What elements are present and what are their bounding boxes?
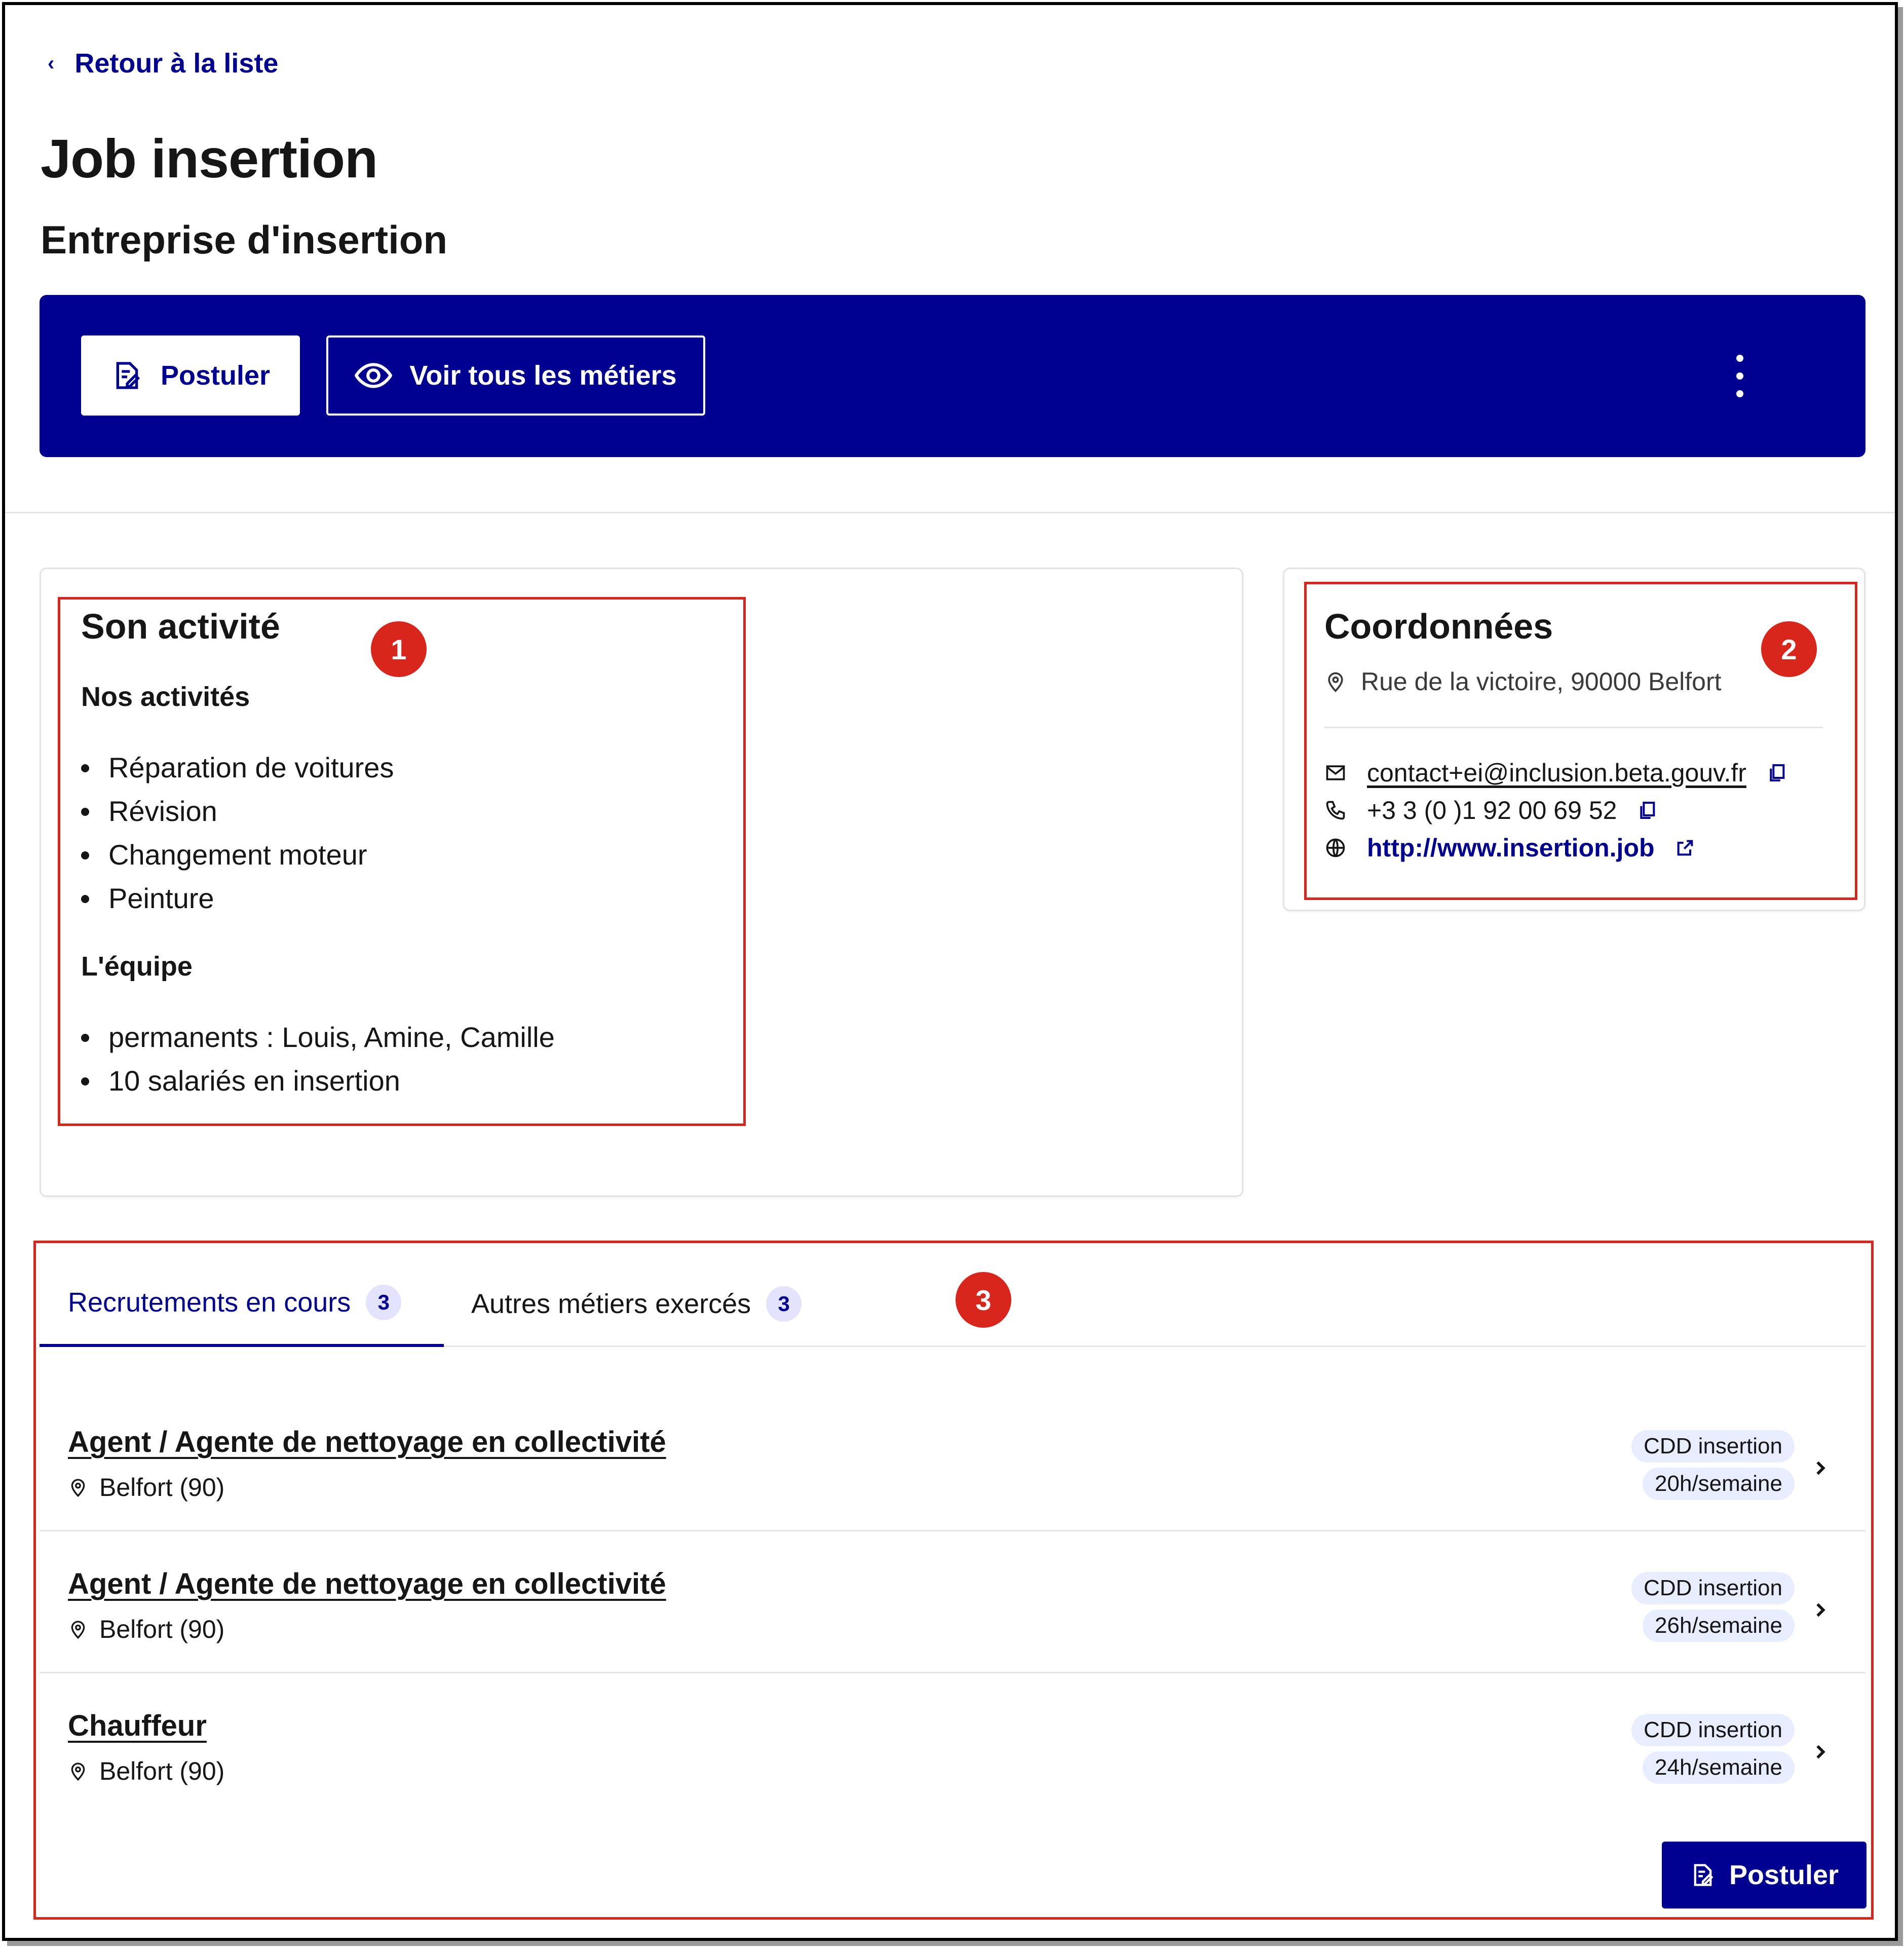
job-title-link[interactable]: Chauffeur — [68, 1709, 207, 1742]
phone-text: +3 3 (0 )1 92 00 69 52 — [1367, 796, 1617, 825]
team-list — [81, 1016, 555, 1103]
email-link[interactable]: contact+ei@inclusion.beta.gouv.fr — [1367, 759, 1746, 787]
list-item: permanents : Louis, Amine, Camille — [81, 1016, 555, 1059]
copy-icon[interactable] — [1637, 800, 1657, 820]
mail-icon — [1324, 762, 1347, 784]
external-link-icon — [1675, 838, 1695, 858]
list-item: Peinture — [81, 877, 394, 920]
tab-label: Recrutements en cours — [68, 1287, 351, 1318]
job-title-link[interactable]: Agent / Agente de nettoyage en collectivité — [68, 1567, 666, 1600]
chevron-right-icon — [1812, 1743, 1829, 1763]
job-location-text: Belfort (90) — [99, 1757, 225, 1785]
map-pin-icon — [68, 1619, 88, 1639]
contract-tag: CDD insertion — [1631, 1430, 1795, 1463]
chevron-right-icon — [1812, 1601, 1829, 1621]
count-badge: 3 — [366, 1285, 401, 1320]
more-options-icon[interactable] — [1730, 355, 1750, 397]
job-location — [68, 1473, 224, 1502]
activity-title: Son activité — [81, 607, 280, 646]
list-item: Changement moteur — [81, 833, 394, 877]
team-heading: L'équipe — [81, 951, 193, 982]
job-location-text: Belfort (90) — [99, 1473, 225, 1502]
eye-icon — [355, 357, 392, 394]
section-divider — [5, 512, 1895, 513]
tab-current-recruitments[interactable] — [40, 1261, 444, 1347]
page-frame — [2, 2, 1898, 1941]
activities-list — [81, 746, 394, 920]
marker-1: 1 — [371, 621, 427, 677]
marker-2: 2 — [1761, 621, 1817, 677]
see-all-jobs-button[interactable] — [326, 335, 705, 416]
jobs-tabs — [40, 1261, 1865, 1347]
contact-divider — [1324, 727, 1823, 728]
tab-label: Autres métiers exercés — [471, 1289, 751, 1319]
list-item: Révision — [81, 790, 394, 833]
phone-icon — [1324, 799, 1347, 821]
job-row[interactable] — [40, 1673, 1865, 1815]
chevron-right-icon — [1812, 1459, 1829, 1479]
job-location-text: Belfort (90) — [99, 1615, 225, 1643]
job-row[interactable] — [40, 1390, 1865, 1531]
list-item: Réparation de voitures — [81, 746, 394, 790]
apply-button[interactable] — [81, 335, 300, 416]
activities-heading: Nos activités — [81, 682, 250, 712]
hours-tag: 20h/semaine — [1643, 1468, 1795, 1500]
map-pin-icon — [68, 1761, 88, 1781]
website-row — [1324, 833, 1695, 863]
marker-3: 3 — [956, 1272, 1011, 1328]
email-row — [1324, 758, 1787, 788]
see-all-jobs-label: Voir tous les métiers — [409, 360, 677, 391]
job-location — [68, 1615, 224, 1644]
apply-button-label: Postuler — [160, 360, 271, 391]
address-text: Rue de la victoire, 90000 Belfort — [1361, 667, 1722, 696]
map-pin-icon — [1324, 670, 1347, 693]
job-row[interactable] — [40, 1531, 1865, 1673]
globe-icon — [1324, 837, 1347, 859]
page-title: Job insertion — [41, 128, 378, 189]
contact-title: Coordonnées — [1324, 607, 1553, 646]
edit-document-icon — [111, 359, 143, 392]
apply-button-bottom[interactable] — [1662, 1842, 1867, 1908]
count-badge: 3 — [766, 1286, 802, 1322]
job-title-link[interactable]: Agent / Agente de nettoyage en collectivité — [68, 1426, 666, 1458]
copy-icon[interactable] — [1767, 763, 1787, 783]
edit-document-icon — [1690, 1862, 1716, 1888]
job-location — [68, 1756, 224, 1786]
back-to-list-link[interactable] — [48, 48, 278, 79]
chevron-left-icon: ‹ — [48, 52, 55, 74]
website-link[interactable]: http://www.insertion.job — [1367, 834, 1655, 862]
back-to-list-label: Retour à la liste — [74, 48, 279, 79]
apply-button-bottom-label: Postuler — [1729, 1860, 1839, 1890]
hours-tag: 24h/semaine — [1643, 1751, 1795, 1784]
contract-tag: CDD insertion — [1631, 1572, 1795, 1604]
contract-tag: CDD insertion — [1631, 1714, 1795, 1746]
hours-tag: 26h/semaine — [1643, 1609, 1795, 1642]
tab-other-jobs[interactable] — [471, 1261, 846, 1347]
action-bar — [40, 295, 1865, 457]
map-pin-icon — [68, 1477, 88, 1497]
phone-row — [1324, 796, 1657, 825]
list-item: 10 salariés en insertion — [81, 1059, 555, 1103]
address-row — [1324, 667, 1722, 696]
page-subtitle: Entreprise d'insertion — [41, 217, 448, 262]
